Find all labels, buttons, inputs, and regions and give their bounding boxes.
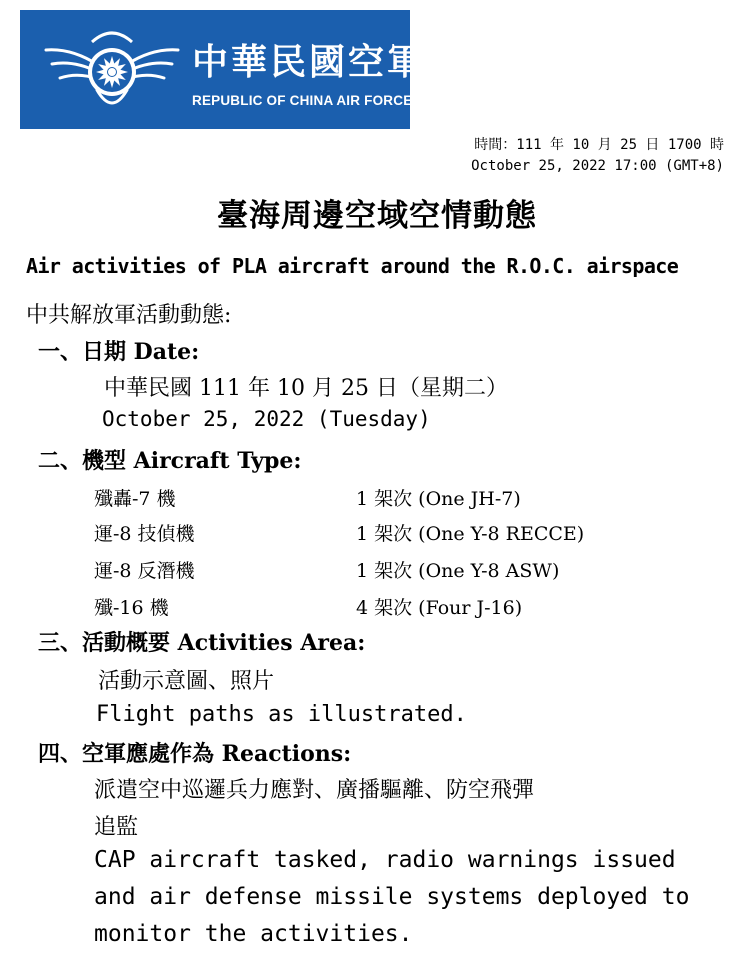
time-zh: 時間：111 年 10 月 25 日 1700 時 xyxy=(474,137,724,153)
aircraft-type: 運-8 反潛機 xyxy=(94,560,195,582)
reactions-zh-line2: 追監 xyxy=(94,815,139,840)
reactions-en-line2: and air defense missile systems deployed to xyxy=(94,884,690,910)
aircraft-type: 運-8 技偵機 xyxy=(94,523,195,545)
aircraft-count: 1 架次 (One JH-7) xyxy=(356,488,521,510)
date-en: October 25, 2022 (Tuesday) xyxy=(102,407,431,431)
reactions-zh-line1: 派遣空中巡邏兵力應對、廣播驅離、防空飛彈 xyxy=(94,778,535,803)
winged-emblem-icon xyxy=(42,20,182,120)
date-zh: 中華民國 111 年 10 月 25 日（星期二） xyxy=(104,376,508,401)
aircraft-count: 4 架次 (Four J-16) xyxy=(356,597,523,619)
aircraft-count: 1 架次 (One Y-8 ASW) xyxy=(356,560,560,582)
reactions-en-line3: monitor the activities. xyxy=(94,921,413,947)
intro-text: 中共解放軍活動動態: xyxy=(26,303,232,328)
time-en: October 25, 2022 17:00 (GMT+8) xyxy=(471,158,724,174)
aircraft-type: 殲-16 機 xyxy=(94,597,169,619)
air-force-logo-banner xyxy=(20,10,427,129)
page-subtitle: Air activities of PLA aircraft around the R.O.C. airspace xyxy=(26,254,679,278)
section-reactions-heading: 四、空軍應處作為 Reactions: xyxy=(38,741,352,767)
area-en: Flight paths as illustrated. xyxy=(96,702,467,727)
area-zh: 活動示意圖、照片 xyxy=(98,669,275,694)
section-aircraft-heading: 二、機型 Aircraft Type: xyxy=(38,448,302,474)
page-title: 臺海周邊空域空情動態 xyxy=(217,198,537,234)
aircraft-type: 殲轟-7 機 xyxy=(94,488,176,510)
reactions-en-line1: CAP aircraft tasked, radio warnings issued xyxy=(94,847,676,873)
section-area-heading: 三、活動概要 Activities Area: xyxy=(38,630,366,656)
logo-title-en: REPUBLIC OF CHINA AIR FORCE xyxy=(192,93,413,108)
section-date-heading: 一、日期 Date: xyxy=(38,339,200,365)
aircraft-count: 1 架次 (One Y-8 RECCE) xyxy=(356,523,585,545)
logo-title-zh: 中華民國空軍 xyxy=(192,42,427,83)
